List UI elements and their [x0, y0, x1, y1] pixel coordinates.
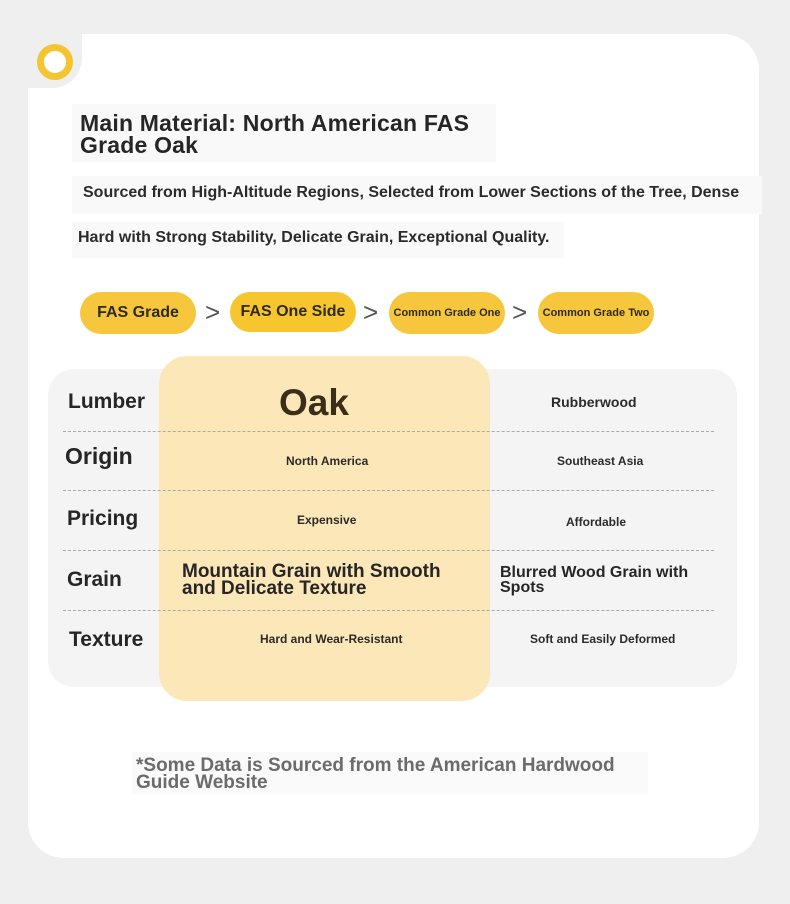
- oak-heading: Oak: [279, 382, 349, 423]
- footnote: *Some Data is Sourced from the American Hardwood Guide Website: [132, 752, 648, 794]
- row-divider: [63, 490, 714, 491]
- row-label-lumber: Lumber: [68, 390, 146, 413]
- description-line-1: Sourced from High-Altitude Regions, Selected from Lower Sections of the Tree, Dense: [72, 176, 762, 214]
- rubberwood-heading: Rubberwood: [551, 394, 637, 410]
- page-title: [72, 104, 496, 162]
- oak-grain: Mountain Grain with Smooth and Delicate Texture: [182, 561, 441, 599]
- row-label-grain: Grain: [67, 568, 122, 591]
- row-divider: [63, 610, 714, 611]
- grade-pill-common-two: Common Grade Two: [538, 292, 654, 334]
- rubberwood-origin: Southeast Asia: [557, 454, 644, 468]
- title-line-2: Grade Oak: [80, 132, 199, 158]
- row-divider: [63, 431, 714, 432]
- grade-separator-2: >: [363, 297, 379, 327]
- description-line-2: Hard with Strong Stability, Delicate Grain, Exceptional Quality.: [72, 222, 564, 258]
- row-label-pricing: Pricing: [67, 507, 139, 530]
- ring-icon: [37, 44, 73, 80]
- rubberwood-pricing: Affordable: [566, 515, 626, 529]
- oak-origin: North America: [286, 454, 369, 468]
- oak-pricing: Expensive: [297, 513, 357, 527]
- title-line-1: Main Material: North American FAS: [80, 110, 470, 136]
- row-label-texture: Texture: [69, 628, 144, 651]
- row-label-origin: Origin: [65, 443, 133, 469]
- row-divider: [63, 550, 714, 551]
- grade-separator-3: >: [512, 297, 528, 327]
- rubberwood-texture: Soft and Easily Deformed: [530, 632, 676, 646]
- grade-pill-common-one: Common Grade One: [389, 292, 505, 334]
- grade-pill-fas: FAS Grade: [80, 292, 196, 334]
- grade-pill-fas-one-side: FAS One Side: [230, 292, 356, 332]
- rubberwood-grain: Blurred Wood Grain with Spots: [500, 564, 689, 596]
- oak-texture: Hard and Wear-Resistant: [260, 632, 403, 646]
- grade-separator-1: >: [205, 297, 221, 327]
